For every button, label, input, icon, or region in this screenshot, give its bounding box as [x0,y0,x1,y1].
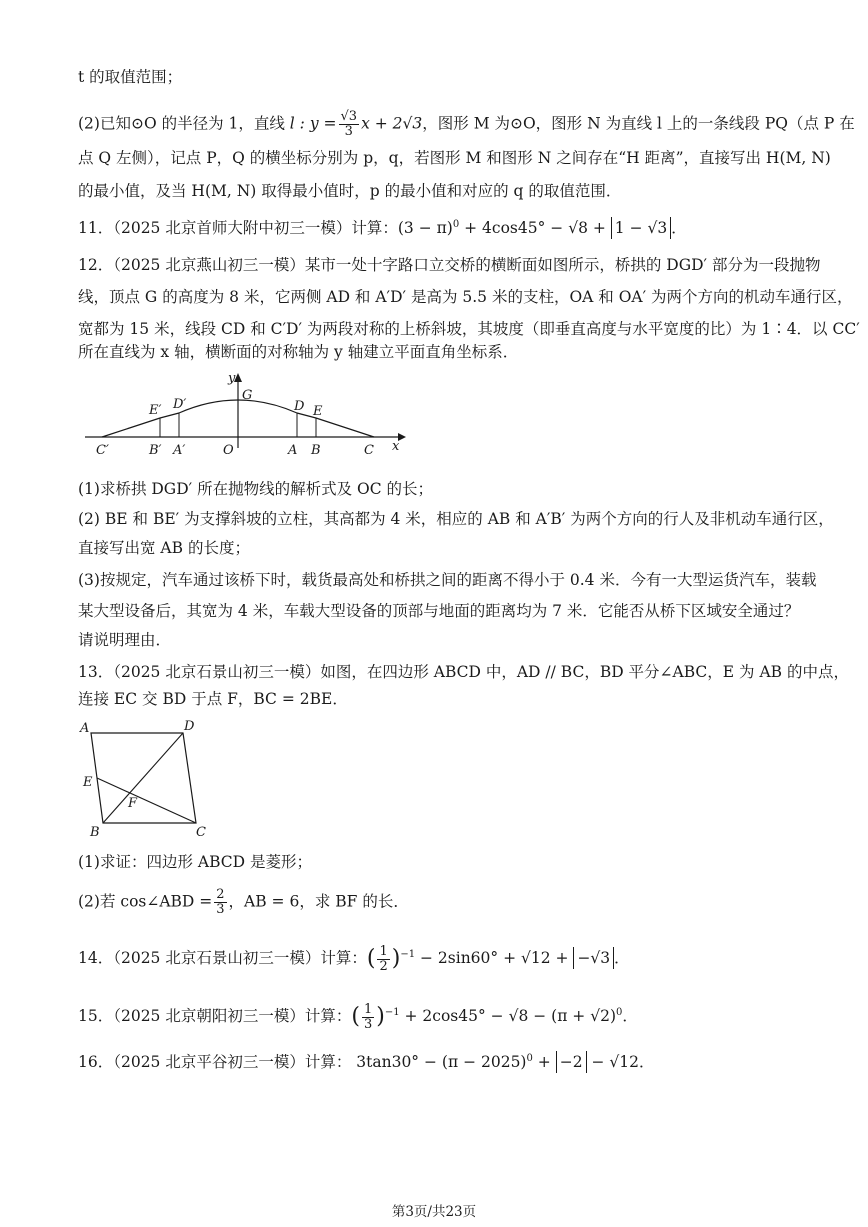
label-c-prime: C′ [96,443,109,458]
text-line: 线，顶点 G 的高度为 8 米，它两侧 AD 和 A′D′ 是高为 5.5 米的支柱，OA 和 OA′ 为两个方向的机动车通行区， [78,288,853,306]
text-line: 14．（2025 北京石景山初三一模）计算：( $\frac{1}{2}$ )$^{-1}$ − 2sin60° + √12 + −√3 ． [78,943,630,974]
text-line: 15．（2025 北京朝阳初三一模）计算：( $\frac{1}{3}$ )$^{-1} + 2\cos 45^\circ - √8 - (\pi + √2)^0$． [78,1001,638,1032]
text-line: 直接写出宽 AB 的长度； [78,539,250,557]
text-line: (2)已知⊙O 的半径为 1，直线 l : y = $\frac{√3}{3}$ x + 2√3，图形 M 为⊙O，图形 N 为直线 l 上的一条线段 PQ（点 P 在 [78,109,855,139]
text-line: 16．（2025 北京平谷初三一模）计算： $3\tan 30^\circ - (\pi - 2025)^0 + -2 - √12$． [78,1053,655,1072]
fraction: $\frac{1}{3}$ [363,1001,373,1032]
text-line: (1)求桥拱 DGD′ 所在抛物线的解析式及 OC 的长； [78,480,433,498]
label-d-prime: D′ [173,397,187,412]
label-x: x [392,439,400,454]
bridge-cross-section-figure [80,370,410,460]
text-line: (1)求证：四边形 ABCD 是菱形； [78,853,312,871]
label-e: E [313,404,323,419]
text-line: 所在直线为 x 轴，横断面的对称轴为 y 轴建立平面直角坐标系． [78,343,519,361]
quadrilateral-figure [78,714,218,840]
text-line: (2) BE 和 BE′ 为支撑斜坡的立柱，其高都为 4 米，相应的 AB 和 A′B′ 为两个方向的行人及非机动车通行区， [78,510,834,528]
label-e-prime: E′ [149,403,162,418]
label-d: D [294,399,305,414]
label-a: A [288,443,298,458]
absolute-value: −√3 [573,947,614,969]
label-y: y [228,371,236,386]
label-e: E [83,775,93,790]
fraction: $\frac{2}{3}$ [216,887,225,917]
text-line: 请说明理由． [78,631,172,649]
segment-ec [97,778,196,823]
label-a: A [80,721,90,736]
label-d: D [184,719,195,734]
label-b: B [311,443,321,458]
label-g: G [242,388,253,403]
text-line: 的最小值，及当 H(M, N) 取得最小值时，p 的最小值和对应的 q 的取值范围． [78,182,622,200]
label-b-prime: B′ [149,443,162,458]
text-line: 13．（2025 北京石景山初三一模）如图，在四边形 ABCD 中，AD // BC，BD 平分∠ABC，E 为 AB 的中点， [78,663,849,681]
text-line: 某大型设备后，其宽为 4 米，车载大型设备的顶部与地面的距离均为 7 米．它能否从桥下区域安全通过？ [78,602,800,620]
label-a-prime: A′ [173,443,186,458]
text-line: 宽都为 15 米，线段 CD 和 C′D′ 为两段对称的上桥斜坡，其坡度（即垂直高度与水平宽度的比）为 1∶4．以 CC′ [78,320,860,338]
label-c: C [196,825,206,840]
text-line: 12．（2025 北京燕山初三一模）某市一处十字路口立交桥的横断面如图所示，桥拱的 DGD′ 部分为一段抛物 [78,256,821,274]
text-line: t 的取值范围； [78,68,183,86]
label-b: B [90,825,100,840]
diagonal-bd [103,733,183,823]
text-line: 连接 EC 交 BD 于点 F，BC = 2BE． [78,690,348,708]
absolute-value: 1 − √3 [611,217,671,239]
absolute-value: −2 [556,1051,587,1073]
label-c: C [364,443,374,458]
label-o: O [223,443,234,458]
fraction: $\frac{1}{2}$ [379,943,388,974]
text-line: (3)按规定，汽车通过该桥下时，载货最高处和桥拱之间的距离不得小于 0.4 米．今有一大型运货汽车，装载 [78,571,817,589]
fraction: $\frac{√3}{3}$ [340,109,358,139]
label-f: F [128,796,138,811]
text-line: (2)若 cos∠ABD = $\frac{2}{3}$ ，AB = 6，求 BF 的长． [78,887,409,917]
page-number-footer: 第3页/共23页 [391,1204,477,1220]
text-line: 11．（2025 北京首师大附中初三一模）计算：$(3 - \pi)^0 + 4\cos 45^\circ - √8 + 1 - √3$ ． [78,219,687,238]
text-line: 点 Q 左侧），记点 P，Q 的横坐标分别为 p，q，若图形 M 和图形 N 之间存在“H 距离”，直接写出 H(M, N) [78,149,831,167]
